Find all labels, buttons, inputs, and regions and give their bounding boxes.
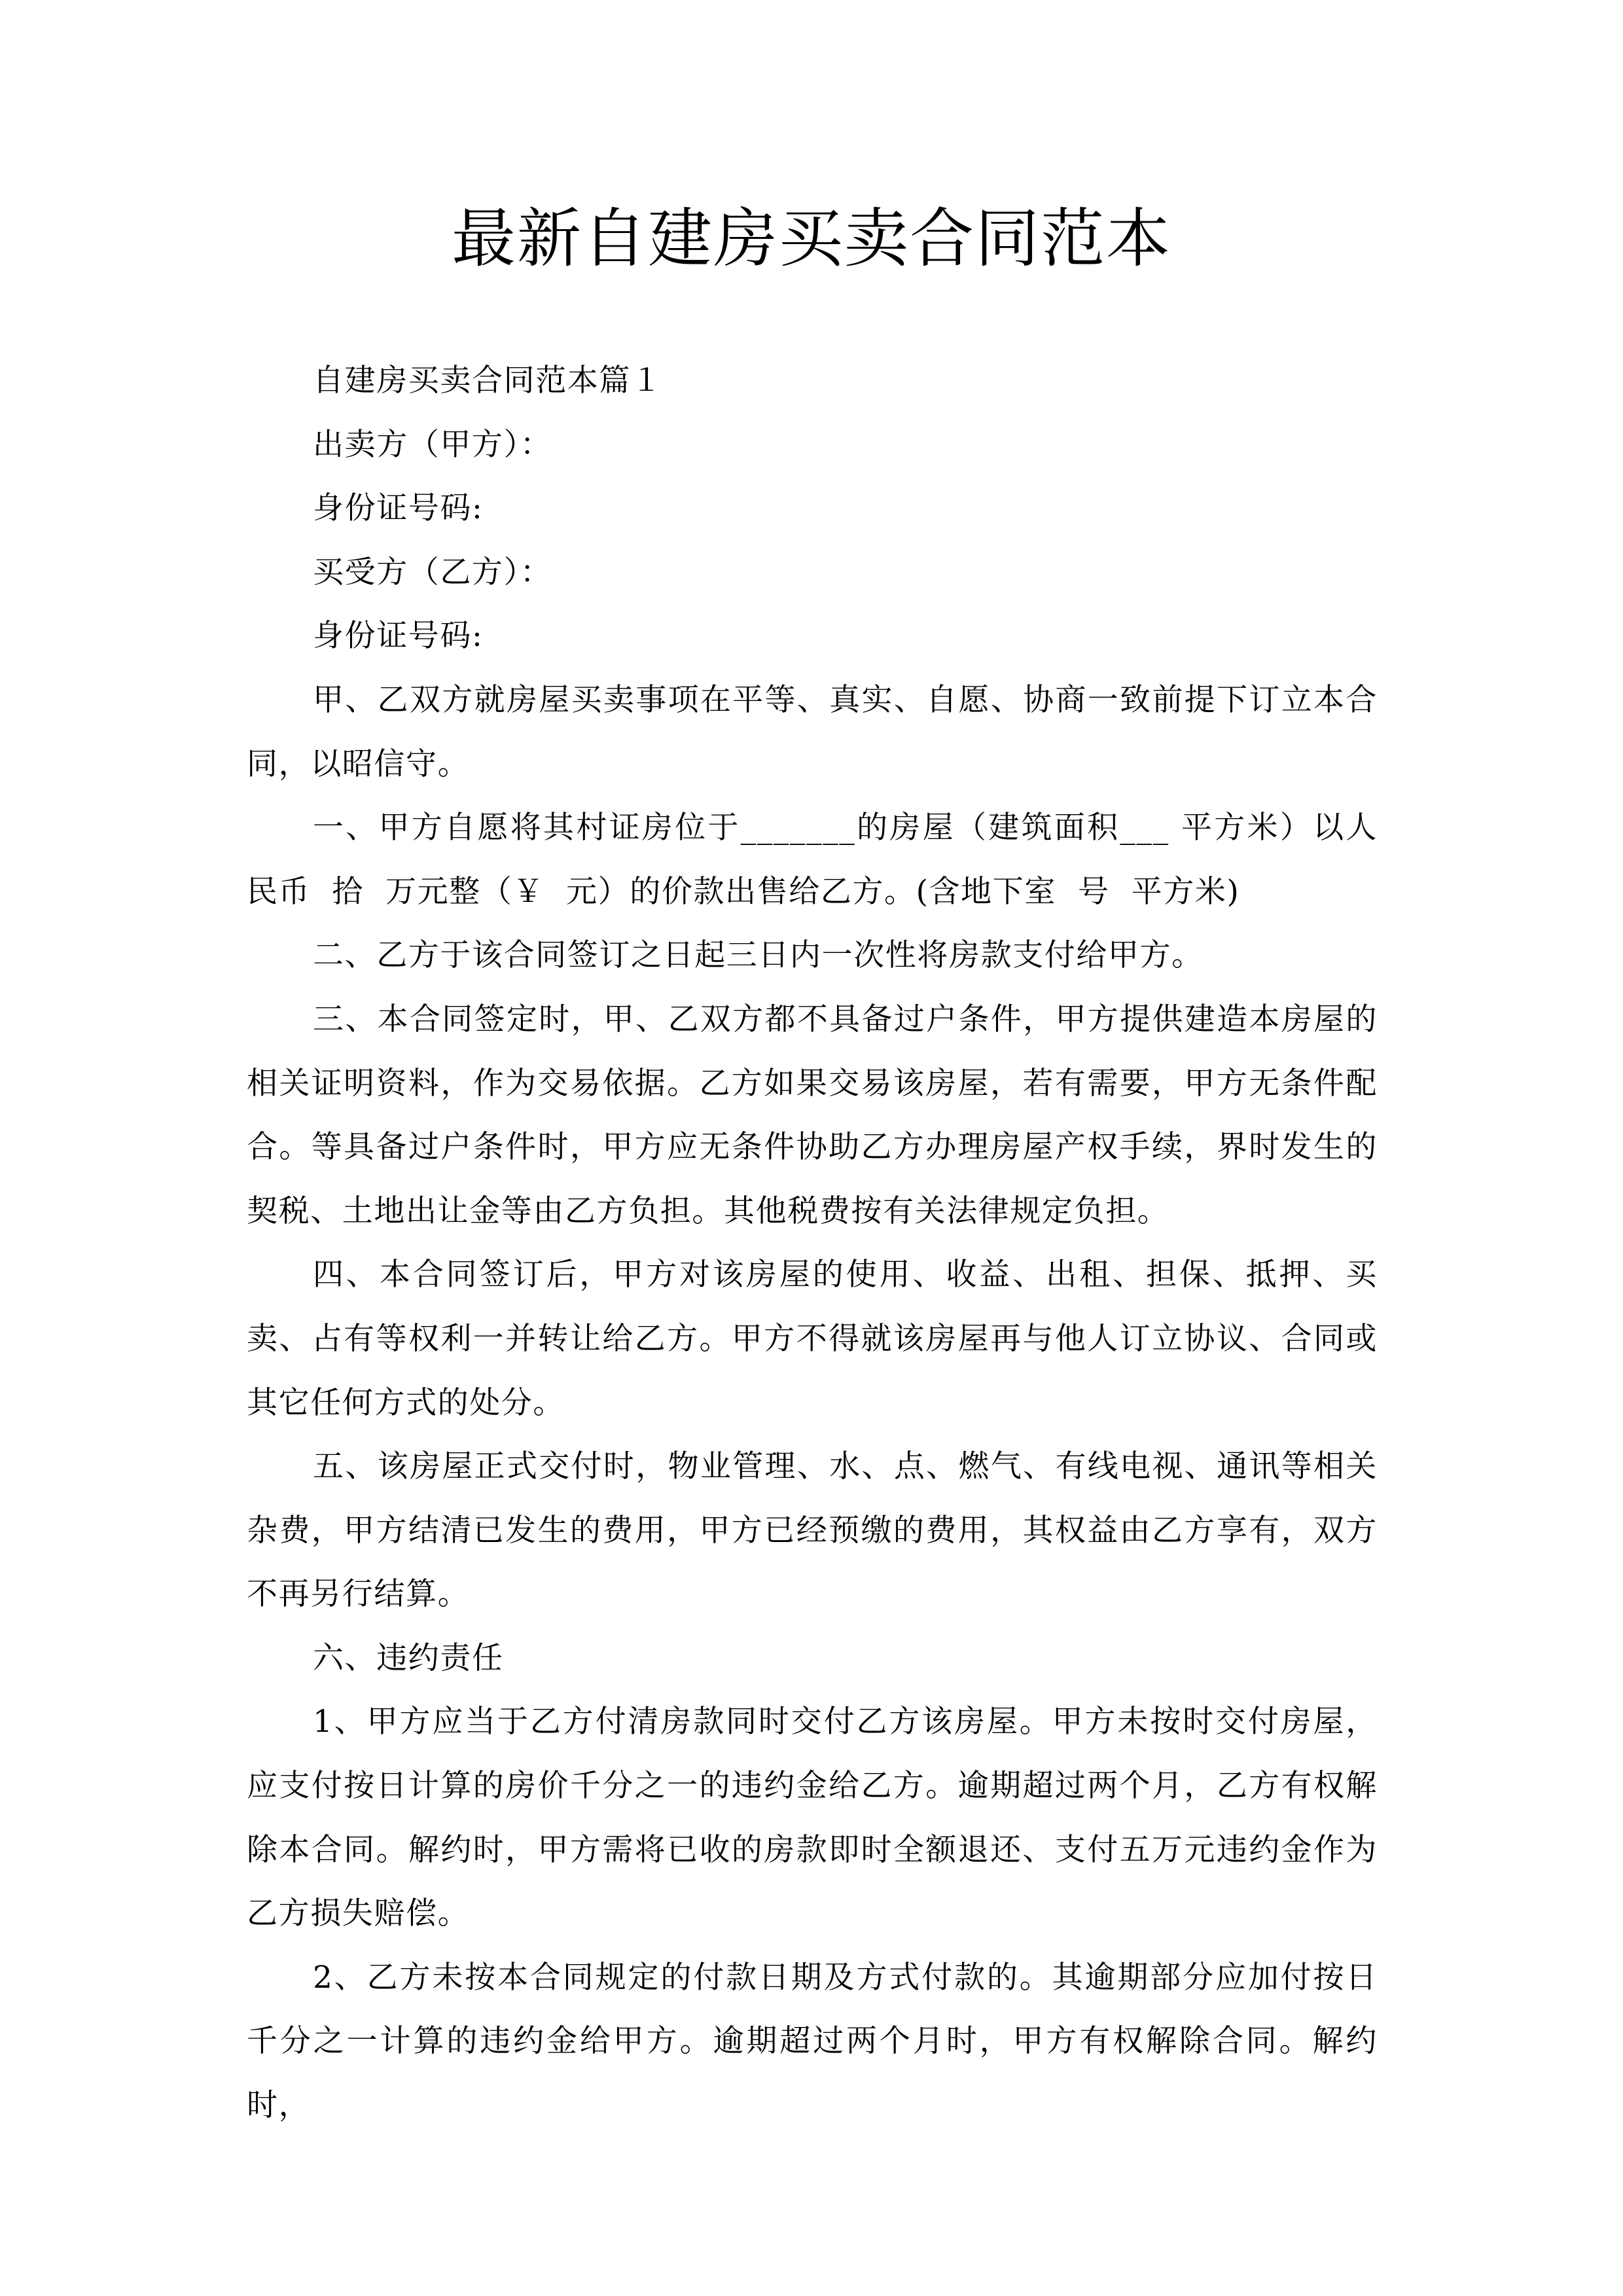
clause-3-paragraph: 三、本合同签定时，甲、乙双方都不具备过户条件，甲方提供建造本房屋的相关证明资料，作为交易依据。乙方如果交易该房屋，若有需要，甲方无条件配合。等具备过户条件时，甲方应无条件协助乙方办理房屋产权手续，界时发生的契税、土地出让金等由乙方负担。其他税费按有关法律规定负担。	[247, 1001, 1378, 1229]
clause-6-item-2: 2、乙方未按本合同规定的付款日期及方式付款的。其逾期部分应加付按日千分之一计算的违约金给甲方。逾期超过两个月时，甲方有权解除合同。解约时，	[247, 1959, 1378, 2124]
buyer-field-label: 买受方（乙方）：	[313, 554, 552, 590]
clause-5-paragraph: 五、该房屋正式交付时，物业管理、水、点、燃气、有线电视、通讯等相关杂费，甲方结清已发生的费用，甲方已经预缴的费用，其权益由乙方享有，双方不再另行结算。	[247, 1448, 1378, 1613]
document-body	[247, 349, 1378, 2138]
buyer-id-field-label: 身份证号码:	[313, 618, 484, 655]
seller-field-label: 出卖方（甲方）：	[313, 426, 552, 463]
section-heading-sample-1: 自建房买卖合同范本篇１	[313, 363, 663, 399]
clause-2-paragraph: 二、乙方于该合同签订之日起三日内一次性将房款支付给甲方。	[313, 937, 1204, 974]
document-title: 最新自建房买卖合同范本	[451, 202, 1171, 276]
clause-4-paragraph: 四、本合同签订后，甲方对该房屋的使用、收益、出租、担保、抵押、买卖、占有等权利一并转让给乙方。甲方不得就该房屋再与他人订立协议、合同或其它任何方式的处分。	[247, 1257, 1378, 1421]
preamble-paragraph: 甲、乙双方就房屋买卖事项在平等、真实、自愿、协商一致前提下订立本合同，以昭信守。	[247, 681, 1378, 782]
clause-6-item-1: 1、甲方应当于乙方付清房款同时交付乙方该房屋。甲方未按时交付房屋，应支付按日计算的房价千分之一的违约金给乙方。逾期超过两个月，乙方有权解除本合同。解约时，甲方需将已收的房款即时全额退还、支付五万元违约金作为乙方损失赔偿。	[247, 1704, 1378, 1932]
seller-id-field-label: 身份证号码:	[313, 490, 484, 527]
clause-1-paragraph: 一、甲方自愿将其村证房位于_______的房屋（建筑面积___ 平方米）以人民币 拾 万元整（￥ 元）的价款出售给乙方。(含地下室 号 平方米)	[247, 810, 1378, 910]
clause-6-heading: 六、违约责任	[313, 1640, 504, 1676]
